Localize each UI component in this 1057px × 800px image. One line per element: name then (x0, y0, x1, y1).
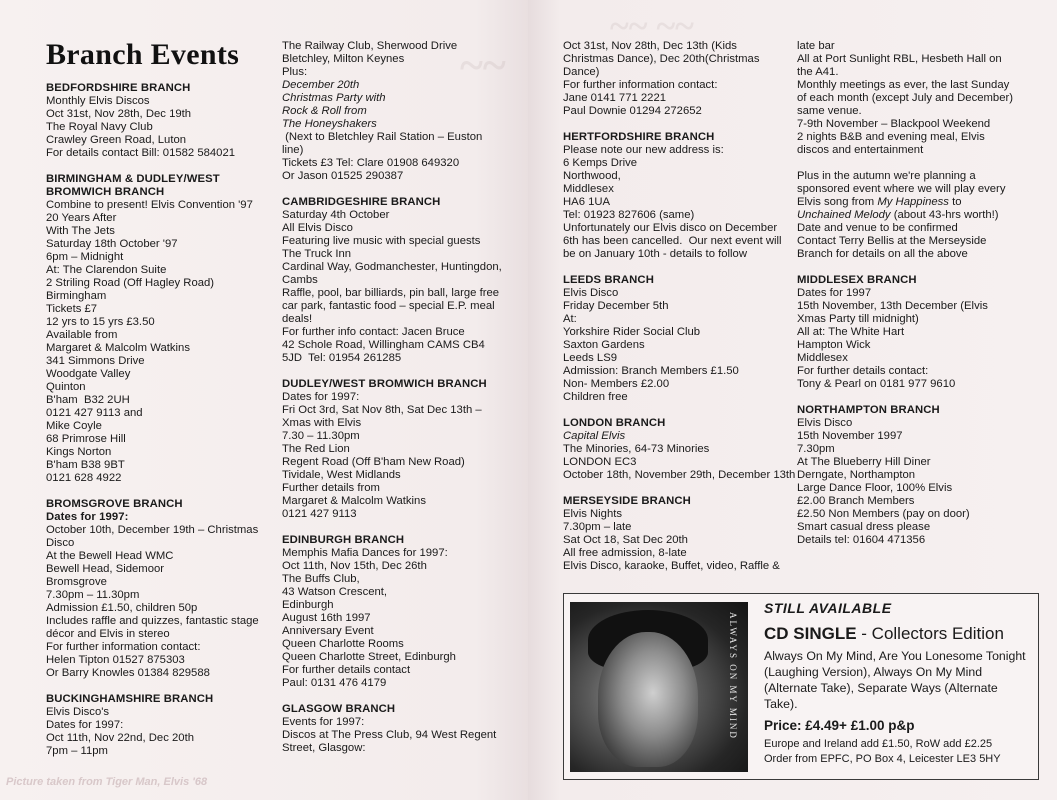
event-line: 7.30pm – 11.30pm (46, 589, 140, 601)
event-line: Kings Norton (46, 446, 112, 458)
event-line: Plus: (282, 66, 308, 78)
cover-spine-text: ALWAYS ON MY MIND (728, 612, 738, 740)
event-line: Admission: Branch Members £1.50 (563, 365, 739, 377)
event-line: Elvis Disco's (46, 706, 110, 718)
event-line: Christmas Party with (282, 92, 386, 104)
cover-face-shape (598, 632, 698, 767)
branch-buckinghamshire-part1 (46, 693, 268, 758)
event-line: Cambs (282, 274, 318, 286)
event-line: At the Bewell Head WMC (46, 550, 174, 562)
branch-london (563, 417, 796, 482)
event-line: 341 Simmons Drive (46, 355, 145, 367)
show-through-text: ~~ ~~ (610, 6, 694, 46)
event-line: sponsored event where we will play every (797, 183, 1006, 195)
event-line: For details contact Bill: 01582 584021 (46, 147, 236, 159)
event-line: 0121 427 9113 and (46, 407, 143, 419)
branch-cambridgeshire (282, 196, 504, 365)
event-line: 12 yrs to 15 yrs £3.50 (46, 316, 155, 328)
page-title: Branch Events (46, 38, 240, 71)
event-line: 6pm – Midnight (46, 251, 124, 263)
branch-dudley (282, 378, 504, 521)
branch-heading: BEDFORDSHIRE BRANCH (46, 82, 191, 94)
event-line: Quinton (46, 381, 86, 393)
event-line: Date and venue to be confirmed (797, 222, 958, 234)
event-line: Monthly meetings as ever, the last Sunday (797, 79, 1010, 91)
event-line: Elvis Nights (563, 508, 623, 520)
event-line: Northwood, (563, 170, 621, 182)
event-line: Dance) (563, 66, 600, 78)
branch-middlesex (797, 274, 1029, 391)
event-line: October 18th, November 29th, December 13th (563, 469, 796, 481)
event-line: 15th November 1997 (797, 430, 903, 442)
branch-hertfordshire (563, 131, 783, 261)
event-line: Or Jason 01525 290387 (282, 170, 404, 182)
event-line: Raffle, pool, bar billiards, pin ball, large free (282, 287, 500, 299)
event-line: £2.50 Non Members (pay on door) (797, 508, 970, 520)
event-line: Monthly Elvis Discos (46, 95, 150, 107)
event-line: 2 nights B&B and evening meal, Elvis (797, 131, 985, 143)
event-line: Hampton Wick (797, 339, 871, 351)
event-line: All Elvis Disco (282, 222, 353, 234)
column-3 (563, 40, 796, 573)
edition-label: - Collectors Edition (856, 624, 1004, 643)
order-address: Order from EPFC, PO Box 4, Leicester LE3 5HY (764, 753, 1001, 765)
event-line: Combine to present! Elvis Convention '97 (46, 199, 253, 211)
event-line: The Truck Inn (282, 248, 352, 260)
event-line: Large Dance Floor, 100% Elvis (797, 482, 953, 494)
branch-bromsgrove (46, 498, 268, 680)
event-line: Capital Elvis (563, 430, 626, 442)
event-line (797, 196, 1029, 209)
event-line: Bromsgrove (46, 576, 107, 588)
event-line: Middlesex (563, 183, 614, 195)
event-line: Derngate, Northampton (797, 469, 916, 481)
event-line: Memphis Mafia Dances for 1997: (282, 547, 448, 559)
event-line: Or Barry Knowles 01384 829588 (46, 667, 210, 679)
branch-merseyside-part1 (563, 495, 783, 573)
event-line: Elvis Disco (797, 417, 853, 429)
branch-heading: BROMSGROVE BRANCH (46, 498, 183, 510)
event-line: All free admission, 8-late (563, 547, 687, 559)
event-line: Elvis Disco, karaoke, Buffet, video, Raffle & (563, 560, 780, 572)
event-line: Smart casual dress please (797, 521, 931, 533)
event-line: discos and entertainment (797, 144, 924, 156)
column-2 (282, 40, 504, 755)
event-line: 0121 628 4922 (46, 472, 122, 484)
event-line: Margaret & Malcolm Watkins (282, 495, 426, 507)
event-line: Bletchley, Milton Keynes (282, 53, 405, 65)
event-line: The Buffs Club, (282, 573, 360, 585)
event-line: late bar (797, 40, 835, 52)
event-line: 0121 427 9113 (282, 508, 357, 520)
event-line: Tividale, West Midlands (282, 469, 401, 481)
event-line: 7.30pm (797, 443, 835, 455)
event-line: All at: The White Hart (797, 326, 905, 338)
event-line: Sat Oct 18, Sat Dec 20th (563, 534, 688, 546)
event-line: Oct 11th, Nov 22nd, Dec 20th (46, 732, 194, 744)
event-line: Helen Tipton 01527 875303 (46, 654, 185, 666)
event-line: Bewell Head, Sidemoor (46, 563, 165, 575)
event-line: Cardinal Way, Godmanchester, Huntingdon, (282, 261, 502, 273)
event-line: Elvis Disco (563, 287, 619, 299)
event-line: HA6 1UA (563, 196, 611, 208)
event-line: With The Jets (46, 225, 115, 237)
event-line: At The Blueberry Hill Diner (797, 456, 931, 468)
event-line: Featuring live music with special guests (282, 235, 481, 247)
event-line: At: The Clarendon Suite (46, 264, 167, 276)
branch-subheading: Dates for 1997: (46, 511, 129, 523)
event-line: August 16th 1997 (282, 612, 371, 624)
event-line: 6 Kemps Drive (563, 157, 638, 169)
event-line: Margaret & Malcolm Watkins (46, 342, 190, 354)
event-line: Tel: 01923 827606 (same) (563, 209, 695, 221)
event-line: Dates for 1997: (282, 391, 360, 403)
event-line: Fri Oct 3rd, Sat Nov 8th, Sat Dec 13th – (282, 404, 482, 416)
event-line: 7pm – 11pm (46, 745, 108, 757)
branch-heading: GLASGOW BRANCH (282, 703, 396, 715)
branch-heading: CAMBRIDGESHIRE BRANCH (282, 196, 441, 208)
event-line: December 20th (282, 79, 360, 91)
branch-heading: DUDLEY/WEST BROMWICH BRANCH (282, 378, 487, 390)
column-4 (797, 40, 1029, 560)
event-line (797, 209, 1029, 222)
event-line: The Honeyshakers (282, 118, 377, 130)
event-line: For further details contact (282, 664, 411, 676)
event-line: line) (282, 144, 304, 156)
event-line: Oct 11th, Nov 15th, Dec 26th (282, 560, 427, 572)
event-line: Events for 1997: (282, 716, 365, 728)
event-line: Please note our new address is: (563, 144, 724, 156)
event-line: be on January 10th - details to follow (563, 248, 747, 260)
event-line: 6th has been cancelled. Our next event will (563, 235, 782, 247)
event-line: of each month (except July and December) (797, 92, 1014, 104)
event-line (797, 157, 1029, 170)
event-line: Xmas Party till midnight) (797, 313, 919, 325)
event-line: Friday December 5th (563, 300, 669, 312)
branch-buckinghamshire-part2 (282, 40, 504, 183)
cd-single-title (764, 624, 1034, 644)
event-line: Xmas with Elvis (282, 417, 362, 429)
track-list: Always On My Mind, Are You Lonesome Tonight (Laughing Version), Always On My Mind (Alternate Take), Separate Ways (Alternate Take). (764, 649, 1026, 711)
event-line: The Railway Club, Sherwood Drive (282, 40, 458, 52)
branch-heading: LONDON BRANCH (563, 417, 666, 429)
event-line: Queen Charlotte Street, Edinburgh (282, 651, 456, 663)
event-line: 42 Schole Road, Willingham CAMS CB4 (282, 339, 485, 351)
event-line: 7.30pm – late (563, 521, 632, 533)
event-line: 20 Years After (46, 212, 117, 224)
branch-edinburgh (282, 534, 504, 690)
branch-heading: HERTFORDSHIRE BRANCH (563, 131, 715, 143)
event-line: Yorkshire Rider Social Club (563, 326, 701, 338)
photo-caption: Picture taken from Tiger Man, Elvis '68 (6, 776, 208, 788)
event-text: to (948, 196, 962, 208)
event-line: Queen Charlotte Rooms (282, 638, 404, 650)
branch-heading: BUCKINGHAMSHIRE BRANCH (46, 693, 214, 705)
event-line: Branch for details on all the above (797, 248, 968, 260)
branch-leeds (563, 274, 783, 404)
branch-heading: LEEDS BRANCH (563, 274, 654, 286)
event-line: Admission £1.50, children 50p (46, 602, 198, 614)
event-line: October 10th, December 19th – Christmas (46, 524, 259, 536)
event-line: Available from (46, 329, 118, 341)
event-line: Paul Downie 01294 272652 (563, 105, 702, 117)
event-line: B'ham B38 9BT (46, 459, 125, 471)
event-line: (Next to Bletchley Rail Station – Euston (282, 131, 483, 143)
price: Price: £4.49+ £1.00 p&p (764, 718, 915, 733)
event-line: 5JD Tel: 01954 261285 (282, 352, 402, 364)
event-line: Tickets £7 (46, 303, 98, 315)
branch-glasgow-part2 (563, 40, 783, 118)
event-line: At: (563, 313, 577, 325)
event-line: Jane 0141 771 2221 (563, 92, 667, 104)
event-line: For further information contact: (563, 79, 718, 91)
event-line: Oct 31st, Nov 28th, Dec 13th (Kids (563, 40, 737, 52)
event-line: 7.30 – 11.30pm (282, 430, 360, 442)
event-line: Saturday 4th October (282, 209, 390, 221)
event-line: Details tel: 01604 471356 (797, 534, 926, 546)
event-line: Anniversary Event (282, 625, 374, 637)
song-title: My Happiness (877, 196, 949, 208)
event-line: £2.00 Branch Members (797, 495, 915, 507)
event-line: Rock & Roll from (282, 105, 367, 117)
event-line: Children free (563, 391, 628, 403)
song-title: Unchained Melody (797, 209, 891, 221)
branch-heading: MERSEYSIDE BRANCH (563, 495, 691, 507)
event-line: Woodgate Valley (46, 368, 131, 380)
postage-note: Europe and Ireland add £1.50, RoW add £2.25 (764, 738, 993, 750)
branch-glasgow-part1 (282, 703, 504, 755)
branch-merseyside-part2 (797, 40, 1029, 261)
event-line: Mike Coyle (46, 420, 102, 432)
event-line: Contact Terry Bellis at the Merseyside (797, 235, 987, 247)
event-line: deals! (282, 313, 313, 325)
event-line: For further details contact: (797, 365, 929, 377)
event-line: 15th November, 13th December (Elvis (797, 300, 988, 312)
branch-heading: EDINBURGH BRANCH (282, 534, 405, 546)
event-line: Christmas Dance), Dec 20th(Christmas (563, 53, 760, 65)
event-line: 7-9th November – Blackpool Weekend (797, 118, 991, 130)
event-line: Crawley Green Road, Luton (46, 134, 187, 146)
event-line: Leeds LS9 (563, 352, 618, 364)
event-line: Non- Members £2.00 (563, 378, 670, 390)
event-line: Saxton Gardens (563, 339, 645, 351)
event-text: (about 43-hrs worth!) (890, 209, 999, 221)
branch-birmingham (46, 173, 268, 485)
event-line: Saturday 18th October '97 (46, 238, 178, 250)
event-line: Dates for 1997 (797, 287, 872, 299)
event-line: Paul: 0131 476 4179 (282, 677, 387, 689)
branch-heading: NORTHAMPTON BRANCH (797, 404, 940, 416)
event-line: Disco (46, 537, 75, 549)
event-line: Tickets £3 Tel: Clare 01908 649320 (282, 157, 460, 169)
event-line: Includes raffle and quizzes, fantastic stage (46, 615, 259, 627)
event-line: the A41. (797, 66, 839, 78)
branch-northampton (797, 404, 1029, 547)
event-line: Oct 31st, Nov 28th, Dec 19th (46, 108, 192, 120)
event-line: same venue. (797, 105, 862, 117)
event-line: Middlesex (797, 352, 848, 364)
column-1 (46, 82, 268, 758)
event-line: Plus in the autumn we're planning a (797, 170, 976, 182)
cd-single-label: CD SINGLE (764, 624, 857, 643)
branch-bedfordshire (46, 82, 268, 160)
event-line: décor and Elvis in stereo (46, 628, 170, 640)
event-line: For further information contact: (46, 641, 201, 653)
still-available-heading: STILL AVAILABLE (764, 600, 892, 616)
event-line: The Minories, 64-73 Minories (563, 443, 710, 455)
event-line: For further info contact: Jacen Bruce (282, 326, 465, 338)
event-line: LONDON EC3 (563, 456, 637, 468)
cd-cover-image (570, 602, 748, 772)
cd-single-advert (563, 593, 1039, 780)
event-line: Discos at The Press Club, 94 West Regent (282, 729, 497, 741)
event-line: car park, fantastic food – special E.P. meal (282, 300, 495, 312)
show-through-text: ~~ (460, 41, 506, 90)
event-text: Elvis song from (797, 196, 878, 208)
event-line: 68 Primrose Hill (46, 433, 126, 445)
branch-heading: BIRMINGHAM & DUDLEY/WEST BROMWICH BRANCH (46, 173, 220, 198)
event-line: Further details from (282, 482, 380, 494)
event-line: Regent Road (Off B'ham New Road) (282, 456, 465, 468)
event-line: Dates for 1997: (46, 719, 124, 731)
event-line: Edinburgh (282, 599, 334, 611)
event-line: Tony & Pearl on 0181 977 9610 (797, 378, 956, 390)
event-line: Birmingham (46, 290, 107, 302)
event-line: The Red Lion (282, 443, 350, 455)
event-line: 43 Watson Crescent, (282, 586, 388, 598)
event-line: The Royal Navy Club (46, 121, 153, 133)
event-line: B'ham B32 2UH (46, 394, 130, 406)
branch-heading: MIDDLESEX BRANCH (797, 274, 917, 286)
event-line: Street, Glasgow: (282, 742, 366, 754)
advert-text (764, 600, 1034, 767)
event-line: 2 Striling Road (Off Hagley Road) (46, 277, 215, 289)
event-line: Unfortunately our Elvis disco on December (563, 222, 778, 234)
event-line: All at Port Sunlight RBL, Hesbeth Hall on (797, 53, 1002, 65)
